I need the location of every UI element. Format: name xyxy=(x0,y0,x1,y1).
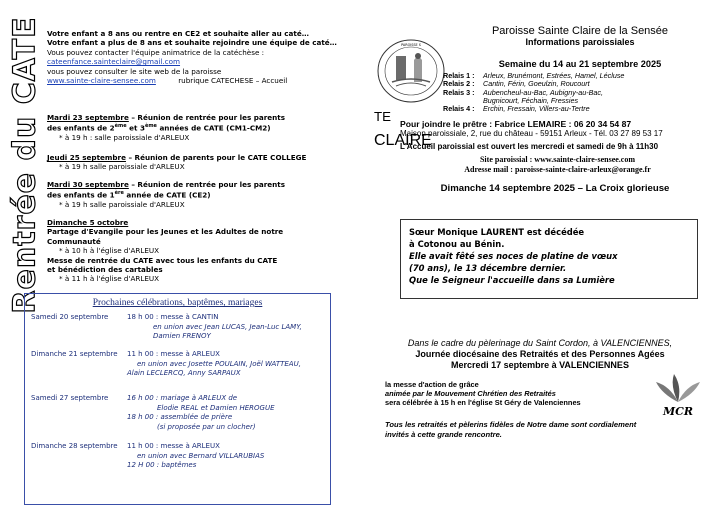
cate-email-link[interactable]: cateenfance.sainteclaire@gmail.com xyxy=(47,57,181,67)
notice-line: Que le Seigneur l'accueille dans sa Lumière xyxy=(409,275,615,285)
celebration-line: Elodie REAL et Damien HEROGUE xyxy=(157,403,275,412)
meeting-time: * à 19 h salle paroissiale d'ARLEUX xyxy=(59,200,185,210)
relais-label: Relais 3 : xyxy=(443,87,475,97)
mcr-mass xyxy=(385,380,625,407)
messe-text: Messe de rentrée du CATE avec tous les enfants du CATE xyxy=(47,255,278,265)
meeting-sup: ème xyxy=(144,123,157,130)
sunday-title: Dimanche 14 septembre 2025 – La Croix glorieuse xyxy=(440,183,670,194)
pilgrimage-block xyxy=(380,338,700,371)
relais-label: Relais 1 : xyxy=(443,71,475,80)
relais-value: Aubencheul-au-Bac, Aubigny-au-Bac, xyxy=(483,87,603,97)
meeting-text: – Réunion de rentrée pour les parents xyxy=(128,180,285,189)
pilgrimage-intro: Dans le cadre du pèlerinage du Saint Cordon, à VALENCIENNES, xyxy=(407,338,673,348)
celebration-date: Samedi 27 septembre xyxy=(31,394,109,402)
meeting-date: Mardi 30 septembre xyxy=(47,180,129,189)
celebration-line: Alain LECLERCQ, Anny SARPAUX xyxy=(127,369,241,377)
site-label: Site paroissial : xyxy=(479,155,535,164)
partage-time: * à 10 h à l'église d'ARLEUX xyxy=(59,246,160,256)
celebration-line: 12 H 00 : baptêmes xyxy=(127,461,197,469)
messe-time: * à 11 h à l'église d'ARLEUX xyxy=(59,274,160,284)
partage-text: Partage d'Evangile pour les Jeunes et les Adultes de notre Communauté xyxy=(47,227,284,246)
relais-value: Bugnicourt, Féchain, Fressies xyxy=(483,95,579,105)
svg-text:PAROISSE S: PAROISSE S xyxy=(401,43,421,47)
bulletin-header xyxy=(455,25,705,69)
meeting-text: et 3 xyxy=(126,123,145,133)
relais-label: Relais 2 : xyxy=(443,79,475,89)
messe-text: et bénédiction des cartables xyxy=(47,265,163,275)
mass-line: animée par le Mouvement Chrétien des Retraités xyxy=(385,389,556,398)
celebration-line: en union avec Bernard VILLARUBIAS xyxy=(137,451,265,460)
celebration-line: 18 h 00 : assemblée de prière xyxy=(127,413,233,421)
meeting-2 xyxy=(47,153,337,172)
relais-value: Erchin, Fressain, Villers-au-Tertre xyxy=(483,104,590,114)
parish-logo: PAROISSE S $^{TE}$ CLAIRE xyxy=(374,38,448,104)
meeting-text: – Réunion de parents pour le CATE COLLEGE xyxy=(125,153,307,162)
mcr-logo-text: MCR xyxy=(662,405,694,418)
rubrique-text: rubrique CATECHESE – Accueil xyxy=(178,76,288,86)
relais-row xyxy=(443,105,715,113)
mass-line: sera célébrée à 15 h en l'église St Géry de Valenciennes xyxy=(385,398,581,407)
relais-list xyxy=(443,72,715,113)
intro-line: vous pouvez consulter le site web de la paroisse xyxy=(47,66,222,76)
parish-address: Maison paroissiale, 2, rue du château - 59151 Arleux - Tél. 03 27 89 53 17 xyxy=(400,129,663,138)
mail-label: Adresse mail : xyxy=(464,165,515,174)
site-link[interactable]: www.sainte-claire-sensee.com xyxy=(534,155,636,164)
week-range: Semaine du 14 au 21 septembre 2025 xyxy=(498,59,662,69)
celebration-line: en union avec Jean LUCAS, Jean-Luc LAMY, xyxy=(153,322,302,331)
contact-block xyxy=(400,119,715,175)
intro-line: Votre enfant a plus de 8 ans et souhaite rejoindre une équipe de caté… xyxy=(47,38,337,48)
mail-link[interactable]: paroisse-sainte-claire-arleux@orange.fr xyxy=(514,165,651,174)
intro-line: Votre enfant a 8 ans ou rentre en CE2 et souhaite aller au caté… xyxy=(47,29,309,38)
celebrations-box xyxy=(24,293,331,505)
meeting-date: Mardi 23 septembre xyxy=(47,113,129,122)
meeting-sup: ème xyxy=(114,123,127,130)
celebration-line: en union avec Josette POULAIN, Joël WATTEAU, xyxy=(137,359,301,368)
mcr-logo xyxy=(650,372,706,418)
celebrations-title: Prochaines célébrations, baptêmes, mariages xyxy=(92,298,263,308)
notice-line: à Cotonou au Bénin. xyxy=(409,239,505,249)
celebration-date: Dimanche 21 septembre xyxy=(31,350,118,358)
closing-line: Tous les retraités et pèlerins fidèles de Notre dame sont cordialement xyxy=(385,420,637,429)
notice-line: Elle avait fêté ses noces de platine de vœux xyxy=(409,251,618,261)
priest-contact: Pour joindre le prêtre : Fabrice LEMAIRE : 06 20 34 54 87 xyxy=(400,119,632,129)
relais-label: Relais 4 : xyxy=(443,104,475,114)
celebration-line: Damien FRENOY xyxy=(153,332,211,340)
meeting-1 xyxy=(47,113,337,143)
notice-line: Sœur Monique LAURENT est décédée xyxy=(409,227,585,237)
celebration-line: 16 h 00 : mariage à ARLEUX de xyxy=(127,394,238,402)
meeting-text: année de CATE (CE2) xyxy=(123,190,211,200)
celebration-line: (si proposée par un clocher) xyxy=(157,422,256,431)
dimanche-date: Dimanche 5 octobre xyxy=(47,218,129,227)
pilgrimage-date: Mercredi 17 septembre à VALENCIENNES xyxy=(451,360,629,370)
vertical-title-text: Rentrée du CATE xyxy=(7,16,43,314)
bulletin-subtitle: Informations paroissiales xyxy=(525,37,635,47)
meeting-text: des enfants de 2 xyxy=(47,123,115,133)
opening-hours: L'Accueil paroissial est ouvert les mercredi et samedi de 9h à 11h30 xyxy=(400,142,659,151)
obituary-notice xyxy=(400,219,698,299)
parish-name: Paroisse Sainte Claire de la Sensée xyxy=(491,25,669,37)
notice-line: (70 ans), le 13 décembre dernier. xyxy=(409,263,567,273)
pilgrimage-title: Journée diocésaine des Retraités et des Personnes Agées xyxy=(415,349,665,359)
intro-line: Vous pouvez contacter l'équipe animatrice de la catéchèse : xyxy=(47,47,265,57)
dimanche-5-octobre xyxy=(47,218,337,284)
meeting-3 xyxy=(47,180,337,210)
meeting-text: des enfants de 1 xyxy=(47,190,115,200)
parish-website-link[interactable]: www.sainte-claire-sensee.com xyxy=(47,76,156,86)
meeting-sup: ère xyxy=(114,190,124,197)
closing-line: invités à cette grande rencontre. xyxy=(385,429,502,439)
meeting-date: Jeudi 25 septembre xyxy=(47,153,126,162)
celebration-line: 11 h 00 : messe à ARLEUX xyxy=(127,442,220,450)
meeting-time: * à 19 h : salle paroissiale d'ARLEUX xyxy=(59,133,190,143)
celebration-date: Dimanche 28 septembre xyxy=(31,442,118,450)
relais-value: Arleux, Brunémont, Estrées, Hamel, Lécluse xyxy=(483,71,625,80)
meeting-text: – Réunion de rentrée pour les parents xyxy=(128,113,285,122)
vertical-title xyxy=(7,16,43,314)
mass-line: la messe d'action de grâce xyxy=(385,380,479,389)
celebration-line: 18 h 00 : messe à CANTIN xyxy=(127,313,219,321)
cate-intro xyxy=(47,29,337,85)
meeting-text: années de CATE (CM1-CM2) xyxy=(156,123,271,133)
closing-text xyxy=(385,420,705,439)
meeting-time: * à 19 h salle paroissiale d'ARLEUX xyxy=(59,162,185,172)
relais-value: Cantin, Férin, Goeulzin, Roucourt xyxy=(483,79,590,89)
celebration-date: Samedi 20 septembre xyxy=(31,313,109,321)
celebration-line: 11 h 00 : messe à ARLEUX xyxy=(127,350,220,358)
